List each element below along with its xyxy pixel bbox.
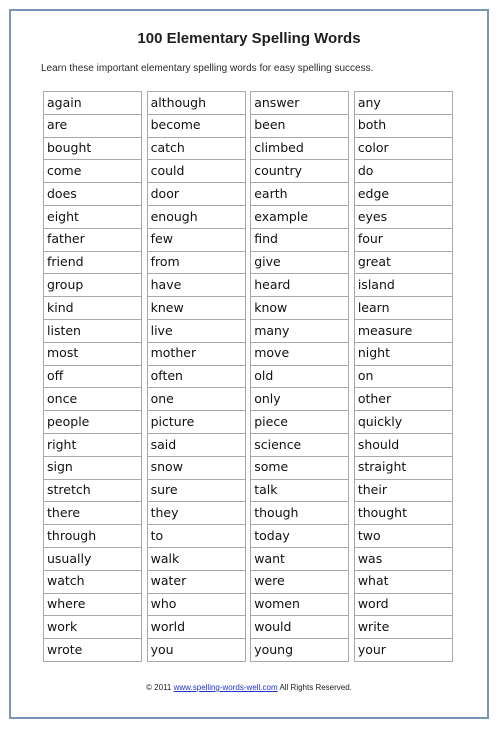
word-cell: wrote [44,639,142,662]
word-cell: enough [147,205,245,228]
word-cell: people [44,411,142,434]
word-cell: there [44,502,142,525]
word-cell: snow [147,456,245,479]
word-cell: their [354,479,452,502]
word-cell: any [354,92,452,115]
word-table-body [44,92,453,662]
word-cell: thought [354,502,452,525]
word-cell: sign [44,456,142,479]
word-row [44,274,453,297]
word-cell: said [147,433,245,456]
word-cell: learn [354,297,452,320]
word-cell: watch [44,570,142,593]
word-cell: young [251,639,349,662]
word-cell: door [147,183,245,206]
word-cell: are [44,114,142,137]
word-cell: stretch [44,479,142,502]
word-row [44,92,453,115]
word-row [44,297,453,320]
website-link[interactable]: www.spelling-words-well.com [173,683,278,692]
word-cell: your [354,639,452,662]
word-cell: father [44,228,142,251]
word-cell: color [354,137,452,160]
word-cell: move [251,342,349,365]
word-cell: was [354,547,452,570]
word-cell: piece [251,411,349,434]
word-row [44,137,453,160]
word-cell: live [147,319,245,342]
worksheet [9,9,489,719]
word-cell: earth [251,183,349,206]
word-cell: other [354,388,452,411]
word-cell: you [147,639,245,662]
word-cell: one [147,388,245,411]
word-cell: should [354,433,452,456]
footer [11,683,487,692]
word-cell: again [44,92,142,115]
word-cell: find [251,228,349,251]
word-cell: what [354,570,452,593]
word-row [44,616,453,639]
word-row [44,114,453,137]
word-row [44,456,453,479]
word-cell: mother [147,342,245,365]
word-cell: both [354,114,452,137]
word-cell: become [147,114,245,137]
word-cell: does [44,183,142,206]
word-cell: from [147,251,245,274]
word-cell: eight [44,205,142,228]
word-row [44,502,453,525]
word-cell: walk [147,547,245,570]
word-cell: write [354,616,452,639]
word-cell: four [354,228,452,251]
word-cell: measure [354,319,452,342]
word-row [44,160,453,183]
word-row [44,525,453,548]
word-row [44,388,453,411]
word-cell: often [147,365,245,388]
word-cell: old [251,365,349,388]
word-cell: many [251,319,349,342]
word-cell: eyes [354,205,452,228]
word-cell: once [44,388,142,411]
word-cell: would [251,616,349,639]
word-cell: talk [251,479,349,502]
word-cell: straight [354,456,452,479]
word-cell: quickly [354,411,452,434]
word-row [44,183,453,206]
word-cell: water [147,570,245,593]
word-cell: today [251,525,349,548]
word-cell: knew [147,297,245,320]
word-cell: work [44,616,142,639]
word-cell: great [354,251,452,274]
word-cell: though [251,502,349,525]
word-cell: want [251,547,349,570]
word-cell: through [44,525,142,548]
word-cell: only [251,388,349,411]
word-cell: where [44,593,142,616]
spelling-word-table [43,91,453,662]
word-cell: world [147,616,245,639]
word-row [44,365,453,388]
word-cell: catch [147,137,245,160]
word-cell: listen [44,319,142,342]
word-cell: country [251,160,349,183]
word-cell: know [251,297,349,320]
word-cell: they [147,502,245,525]
word-row [44,547,453,570]
word-row [44,639,453,662]
word-cell: sure [147,479,245,502]
word-cell: who [147,593,245,616]
word-cell: off [44,365,142,388]
page-subtitle: Learn these important elementary spelling words for easy spelling success. [41,63,374,74]
word-row [44,205,453,228]
word-cell: bought [44,137,142,160]
word-cell: few [147,228,245,251]
word-cell: women [251,593,349,616]
word-cell: some [251,456,349,479]
word-cell: most [44,342,142,365]
word-row [44,228,453,251]
word-row [44,342,453,365]
word-cell: friend [44,251,142,274]
word-cell: come [44,160,142,183]
word-cell: edge [354,183,452,206]
word-row [44,433,453,456]
rights-text: All Rights Reserved. [279,683,352,692]
word-cell: were [251,570,349,593]
word-cell: could [147,160,245,183]
word-row [44,479,453,502]
word-cell: answer [251,92,349,115]
word-cell: picture [147,411,245,434]
word-cell: climbed [251,137,349,160]
word-cell: right [44,433,142,456]
word-cell: do [354,160,452,183]
word-cell: island [354,274,452,297]
copyright-text: © 2011 [146,683,172,692]
word-cell: although [147,92,245,115]
word-cell: been [251,114,349,137]
word-cell: group [44,274,142,297]
word-row [44,251,453,274]
word-row [44,593,453,616]
word-row [44,570,453,593]
word-cell: science [251,433,349,456]
word-cell: heard [251,274,349,297]
word-cell: have [147,274,245,297]
word-cell: to [147,525,245,548]
word-row [44,411,453,434]
word-cell: two [354,525,452,548]
word-cell: on [354,365,452,388]
word-cell: example [251,205,349,228]
page-title: 100 Elementary Spelling Words [137,30,361,47]
word-cell: kind [44,297,142,320]
word-cell: give [251,251,349,274]
word-cell: usually [44,547,142,570]
word-cell: word [354,593,452,616]
word-row [44,319,453,342]
word-cell: night [354,342,452,365]
